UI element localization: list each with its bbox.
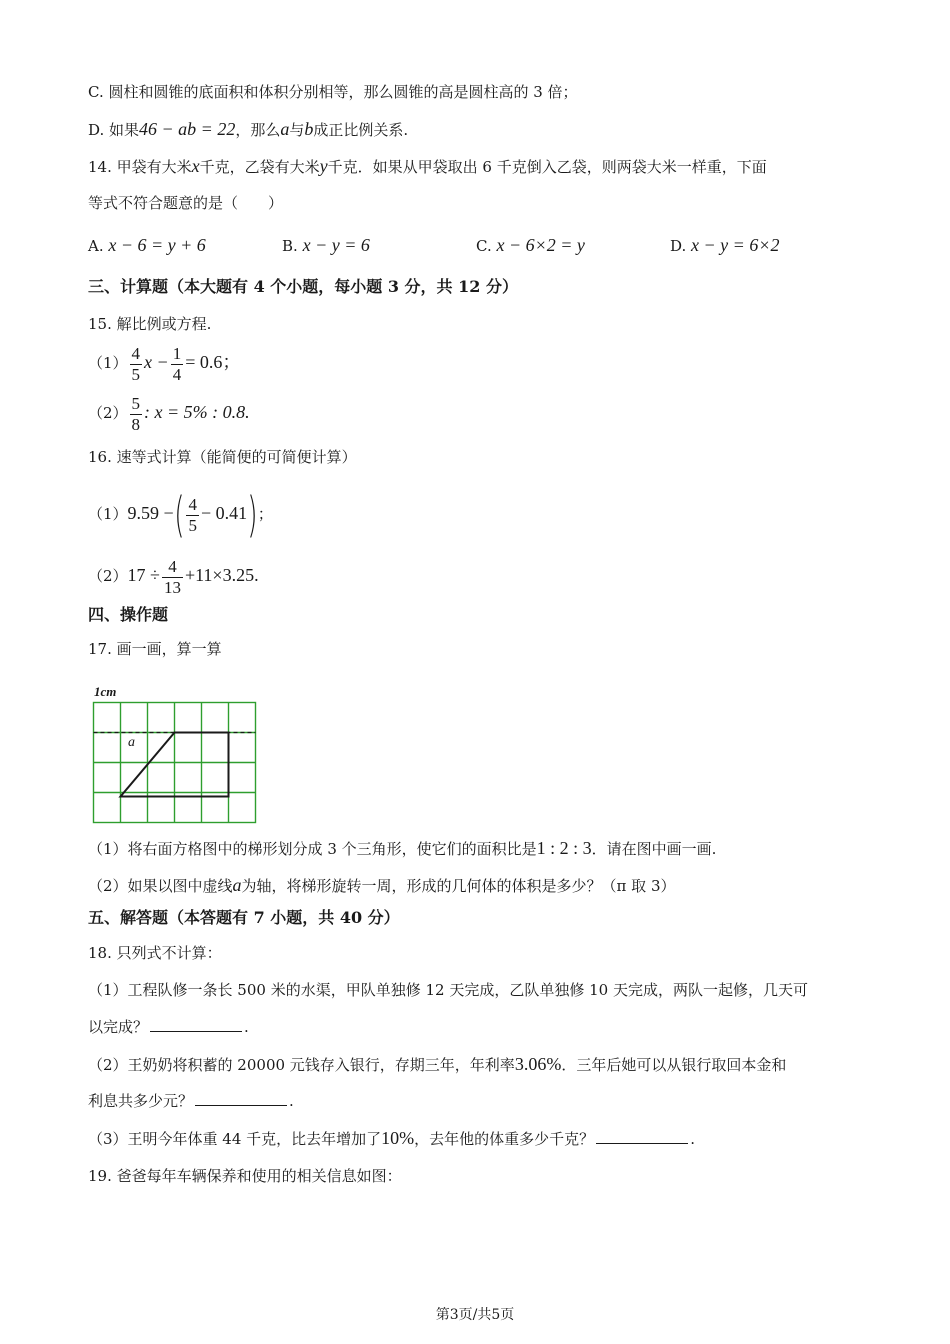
q14-stem-line2: 等式不符合题意的是（ ） <box>88 194 284 212</box>
fraction-numerator: 4 <box>162 557 183 578</box>
q18-p3 <box>88 1127 695 1150</box>
q16-p1-label: （1） <box>88 505 128 523</box>
q14-option-b-expr: x − y = 6 <box>302 235 370 255</box>
q18-p3-percent: 10% <box>381 1128 415 1148</box>
section-3-heading: 三、计算题（本大题有 4 个小题，每小题 3 分，共 12 分） <box>88 277 518 296</box>
section-5-heading: 五、解答题（本答题有 7 小题，共 40 分） <box>88 908 400 927</box>
q15-p1-label: （1） <box>88 354 128 372</box>
q17-p2-suffix: 为轴，将梯形旋转一周，形成的几何体的体积是多少？（π 取 3） <box>241 877 676 895</box>
q14-option-b-label: B. <box>282 237 298 255</box>
q17-p2-var-a: a <box>232 875 242 895</box>
q15-part1 <box>88 340 240 385</box>
q13-option-c: C. 圆柱和圆锥的底面积和体积分别相等，那么圆锥的高是圆柱高的 3 倍； <box>88 83 578 101</box>
q15-p1-fraction2 <box>171 344 184 385</box>
q16-part1 <box>88 487 273 543</box>
left-paren: ( <box>173 487 185 543</box>
q19-title: 19. 爸爸每年车辆保养和使用的相关信息如图： <box>88 1167 402 1185</box>
fraction-numerator: 5 <box>131 393 141 413</box>
q14-option-c-label: C. <box>476 237 492 255</box>
q15-p1-suffix: = 0.6； <box>185 352 241 372</box>
q15-part2 <box>88 390 250 435</box>
q16-p2-label: （2） <box>88 567 128 585</box>
q16-title: 16. 速等式计算（能简便的可简便计算） <box>88 448 357 466</box>
q17-part1 <box>88 837 716 860</box>
q18-p2-rate: 3.06% <box>514 1054 562 1074</box>
q14-option-a-label: A. <box>88 237 104 255</box>
q15-p1-fraction1 <box>130 344 143 385</box>
q16-p1-fraction <box>186 495 199 536</box>
q16-p1-mid: − 0.41 <box>200 503 248 523</box>
q18-p1-line1: （1）工程队修一条长 500 米的水渠，甲队单独修 12 天完成，乙队单独修 10 天完成，两队一起修，几天可 <box>88 981 808 999</box>
q18-p2-line2-text: 利息共多少元？ <box>88 1092 194 1110</box>
q15-p2-fraction <box>130 394 143 435</box>
q17-p1-ratio: 1 : 2 : 3 <box>536 838 592 858</box>
q13-d-suffix: 成正比例关系. <box>313 121 409 139</box>
q16-p1-suffix: ； <box>257 505 273 523</box>
q16-p2-prefix: 17 ÷ <box>127 565 160 585</box>
answer-blank[interactable] <box>195 1091 287 1106</box>
q17-part2 <box>88 874 676 897</box>
q14-option-a-expr: x − 6 = y + 6 <box>108 235 206 255</box>
period: . <box>289 1092 294 1110</box>
q14-stem-line1 <box>88 155 767 178</box>
q13-d-mid2: 与 <box>289 121 305 139</box>
q18-p1-line2 <box>88 1016 249 1038</box>
q16-p1-prefix: 9.59 − <box>127 503 174 523</box>
answer-blank[interactable] <box>150 1017 242 1032</box>
q13-option-d <box>88 118 408 141</box>
q18-p1-line2-text: 以完成？ <box>88 1018 149 1036</box>
q18-p3-suffix: ，去年他的体重多少千克？ <box>414 1130 595 1148</box>
q18-p3-prefix: （3）王明今年体重 44 千克，比去年增加了 <box>88 1130 382 1148</box>
q14-var-x: x <box>191 156 200 176</box>
fraction-numerator: 1 <box>172 343 182 363</box>
right-paren: ) <box>247 487 258 543</box>
q17-grid-figure <box>92 700 260 826</box>
axis-label-a: a <box>128 735 135 750</box>
page-footer: 第3页/共5页 <box>435 1307 515 1323</box>
q13-d-mid1: ，那么 <box>235 121 281 139</box>
q17-p2-prefix: （2）如果以图中虚线 <box>88 877 233 895</box>
q14-option-b <box>282 235 370 256</box>
answer-blank[interactable] <box>596 1129 688 1144</box>
period: . <box>690 1130 695 1148</box>
q16-p2-fraction <box>162 557 183 598</box>
q18-p2-suffix: ．三年后她可以从银行取回本金和 <box>561 1056 787 1074</box>
fraction-numerator: 4 <box>131 343 141 363</box>
q18-p2-line2 <box>88 1090 294 1112</box>
q14-option-c-expr: x − 6×2 = y <box>496 235 585 255</box>
q14-suffix: 千克．如果从甲袋取出 6 千克倒入乙袋，则两袋大米一样重，下面 <box>327 158 767 176</box>
q16-p2-suffix: +11×3.25. <box>184 565 259 585</box>
q18-p2-line1 <box>88 1053 786 1076</box>
fraction-denominator: 13 <box>163 577 181 597</box>
q14-option-a <box>88 235 206 256</box>
q13-d-prefix: D. 如果 <box>88 121 140 139</box>
q13-d-var-a: a <box>280 119 290 139</box>
q14-mid: 千克，乙袋有大米 <box>199 158 320 176</box>
q14-option-d-label: D. <box>670 237 687 255</box>
fraction-numerator: 4 <box>188 494 197 514</box>
fraction-denominator: 5 <box>131 364 141 384</box>
fraction-denominator: 4 <box>172 364 182 384</box>
q18-title: 18. 只列式不计算： <box>88 944 222 962</box>
q14-option-d <box>670 235 779 256</box>
q14-option-d-expr: x − y = 6×2 <box>691 235 780 255</box>
fraction-denominator: 5 <box>188 515 197 535</box>
q15-p1-mid: x − <box>144 352 169 372</box>
q14-var-y: y <box>319 156 328 176</box>
q17-p1-suffix: ．请在图中画一画. <box>591 840 717 858</box>
q14-prefix: 14. 甲袋有大米 <box>88 158 192 176</box>
section-4-heading: 四、操作题 <box>88 605 169 624</box>
grid-unit-label: 1cm <box>94 684 117 699</box>
q17-title: 17. 画一画，算一算 <box>88 640 222 658</box>
q15-p2-label: （2） <box>88 404 128 422</box>
q17-p1-prefix: （1）将右面方格图中的梯形划分成 3 个三角形，使它们的面积比是 <box>88 840 537 858</box>
q15-p2-suffix: : x = 5% : 0.8. <box>144 402 250 422</box>
q16-part2 <box>88 553 259 598</box>
grid-lines <box>94 703 256 823</box>
q15-title: 15. 解比例或方程. <box>88 315 212 333</box>
q18-p2-prefix: （2）王奶奶将积蓄的 20000 元钱存入银行，存期三年，年利率 <box>88 1056 515 1074</box>
period: . <box>244 1018 249 1036</box>
q13-d-var-b: b <box>304 119 314 139</box>
fraction-denominator: 8 <box>131 414 141 434</box>
q13-d-equation: 46 − ab = 22 <box>139 119 236 139</box>
q14-option-c <box>476 235 585 256</box>
